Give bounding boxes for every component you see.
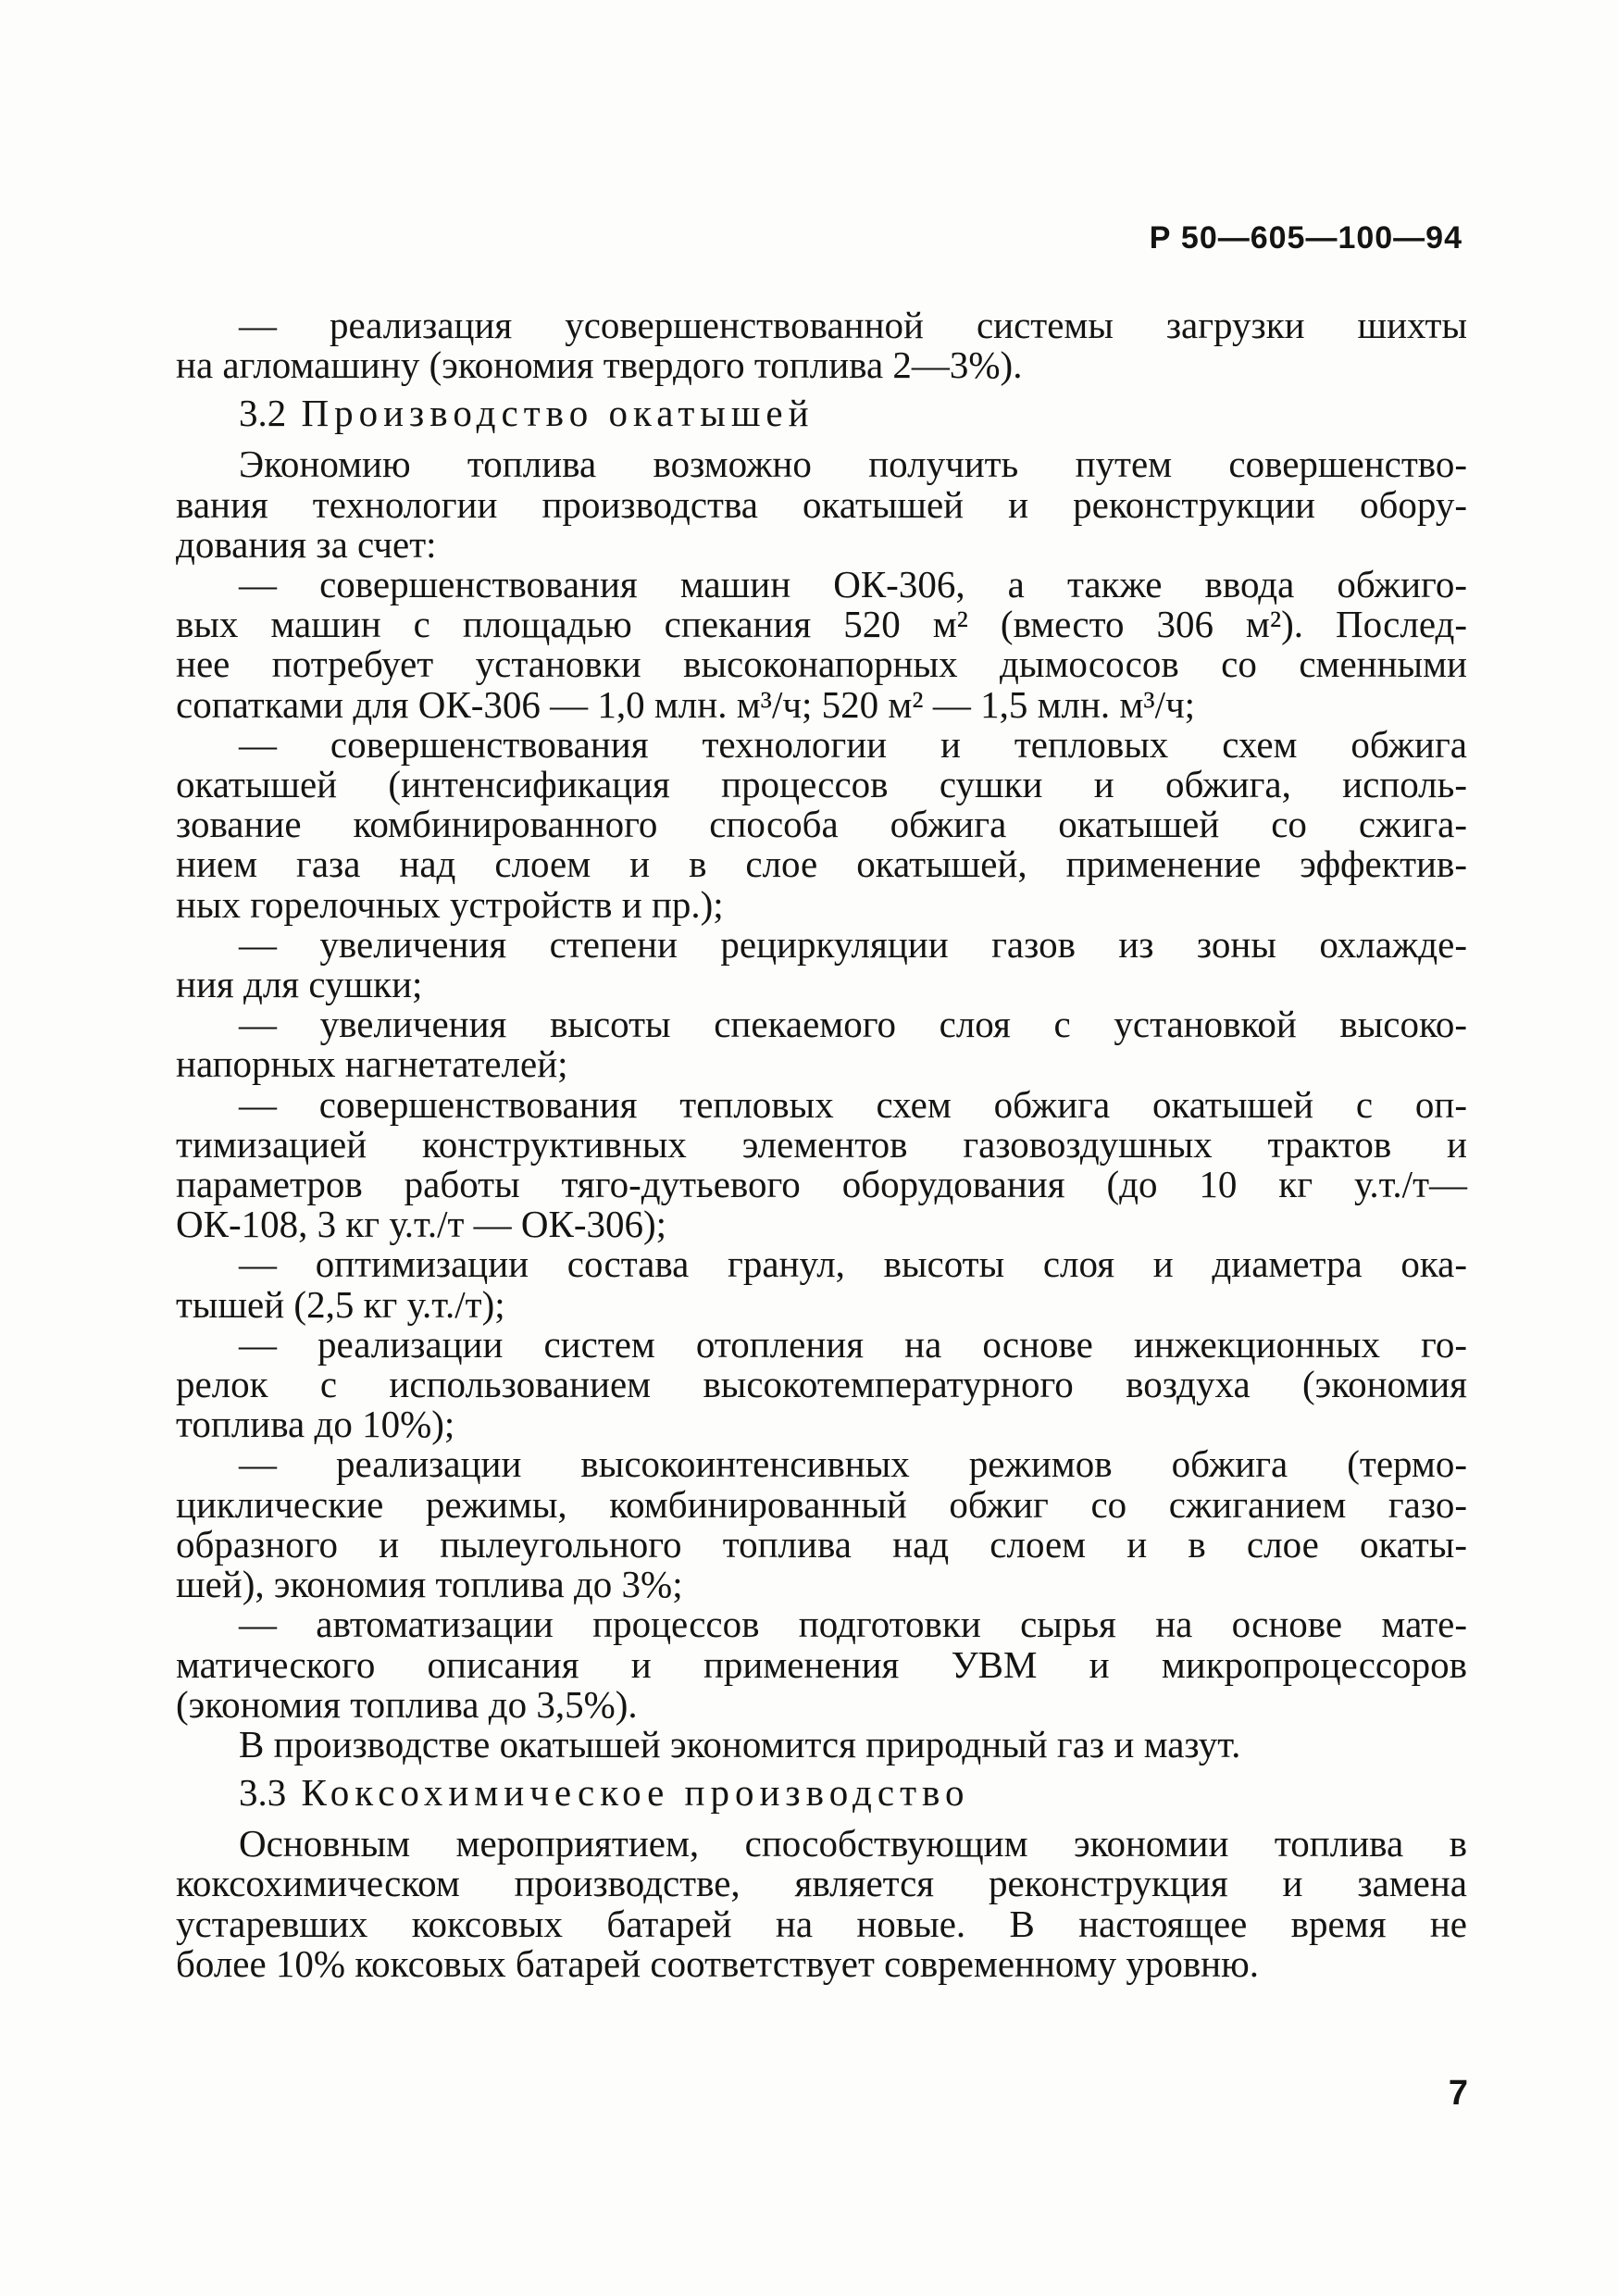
paragraph bbox=[176, 444, 1467, 565]
text-line: Экономию топлива возможно получить путем совершенство- bbox=[239, 443, 1467, 486]
text-line: Основным мероприятием, способствующим экономии топлива в bbox=[239, 1822, 1467, 1866]
paragraph bbox=[176, 1604, 1467, 1725]
text-line: коксохимическом производстве, является реконструкция и замена bbox=[176, 1862, 1467, 1905]
paragraph bbox=[176, 565, 1467, 725]
section-number: 3.3 bbox=[239, 1771, 287, 1815]
paragraph bbox=[176, 1244, 1467, 1324]
text-line: ОК-108, 3 кг у.т./т — ОК-306); bbox=[176, 1203, 667, 1246]
text-line: — увеличения степени рециркуляции газов из зоны охлажде- bbox=[239, 922, 1467, 966]
paragraph bbox=[176, 1722, 1467, 1766]
section-title: Коксохимическое производство bbox=[301, 1771, 970, 1815]
paragraph bbox=[176, 922, 1467, 1006]
text-line: напорных нагнетателей; bbox=[176, 1042, 568, 1086]
text-line: — реализации высокоинтенсивных режимов обжига (термо- bbox=[239, 1442, 1467, 1486]
text-line: ных горелочных устройств и пр.); bbox=[176, 882, 724, 926]
page-number: 7 bbox=[1448, 2074, 1468, 2113]
text-line: В производстве окатышей экономится природный газ и мазут. bbox=[239, 1722, 1241, 1766]
text-line: образного и пылеугольного топлива над слоем и в слое окаты- bbox=[176, 1522, 1467, 1566]
text-line: топлива до 10%); bbox=[176, 1403, 455, 1446]
text-line: шей), экономия топлива до 3%; bbox=[176, 1563, 683, 1606]
text-line: зование комбинированного способа обжига окатышей со сжига- bbox=[176, 803, 1467, 846]
text-line: тимизацией конструктивных элементов газовоздушных трактов и bbox=[176, 1122, 1467, 1166]
text-line: — оптимизации состава гранул, высоты слоя и диаметра ока- bbox=[239, 1242, 1467, 1286]
paragraph bbox=[176, 1322, 1467, 1446]
text-line: дования за счет: bbox=[176, 522, 437, 566]
text-line: — реализация усовершенствованной системы загрузки шихты bbox=[239, 304, 1467, 346]
section-number: 3.2 bbox=[239, 392, 287, 435]
text-line: — автоматизации процессов подготовки сырья на основе мате- bbox=[239, 1603, 1467, 1646]
text-line: циклические режимы, комбинированный обжиг со сжиганием газо- bbox=[176, 1482, 1467, 1526]
paragraph bbox=[176, 1082, 1467, 1246]
document-id: Р 50—605—100—94 bbox=[1149, 220, 1462, 256]
text-line: релок с использованием высокотемпературного воздуха (экономия bbox=[176, 1363, 1467, 1406]
paragraph bbox=[176, 1824, 1467, 1984]
text-line: сопатками для ОК-306 — 1,0 млн. м³/ч; 520 м² — 1,5 млн. м³/ч; bbox=[176, 682, 1196, 726]
text-line: — увеличения высоты спекаемого слоя с установкой высоко- bbox=[239, 1003, 1467, 1046]
text-line: вания технологии производства окатышей и реконструкции обору- bbox=[176, 482, 1467, 526]
text-line: окатышей (интенсификация процессов сушки и обжига, исполь- bbox=[176, 763, 1467, 806]
paragraph bbox=[176, 1004, 1467, 1084]
text-line: нее потребует установки высоконапорных дымососов со сменными bbox=[176, 643, 1467, 686]
text-line: — совершенствования машин ОК-306, а также ввода обжиго- bbox=[239, 563, 1467, 606]
paragraph bbox=[176, 306, 1467, 385]
section-title: Производство окатышей bbox=[301, 392, 815, 435]
text-line: устаревших коксовых батарей на новые. В настоящее время не bbox=[176, 1902, 1467, 1945]
text-line: матического описания и применения УВМ и микропроцессоров bbox=[176, 1642, 1467, 1686]
text-line: ния для сушки; bbox=[176, 963, 423, 1006]
text-line: более 10% коксовых батарей соответствует современному уровню. bbox=[176, 1941, 1260, 1985]
text-line: — совершенствования тепловых схем обжига окатышей с оп- bbox=[239, 1082, 1467, 1126]
text-line: — совершенствования технологии и тепловых схем обжига bbox=[239, 722, 1467, 766]
text-line: (экономия топлива до 3,5%). bbox=[176, 1682, 638, 1726]
text-line: тышей (2,5 кг у.т./т); bbox=[176, 1282, 505, 1326]
document-body bbox=[176, 306, 1467, 1984]
section-heading bbox=[239, 393, 1467, 433]
text-line: вых машин с площадью спекания 520 м² (вместо 306 м²). Послед- bbox=[176, 603, 1467, 646]
section-heading bbox=[239, 1772, 1467, 1813]
text-line: параметров работы тяго-дутьевого оборудования (до 10 кг у.т./т— bbox=[176, 1163, 1467, 1206]
paragraph bbox=[176, 1444, 1467, 1604]
text-line: на агломашину (экономия твердого топлива 2—3%). bbox=[176, 343, 1023, 387]
text-line: — реализации систем отопления на основе инжекционных го- bbox=[239, 1322, 1467, 1366]
text-line: нием газа над слоем и в слое окатышей, применение эффектив- bbox=[176, 842, 1467, 886]
paragraph bbox=[176, 722, 1467, 926]
